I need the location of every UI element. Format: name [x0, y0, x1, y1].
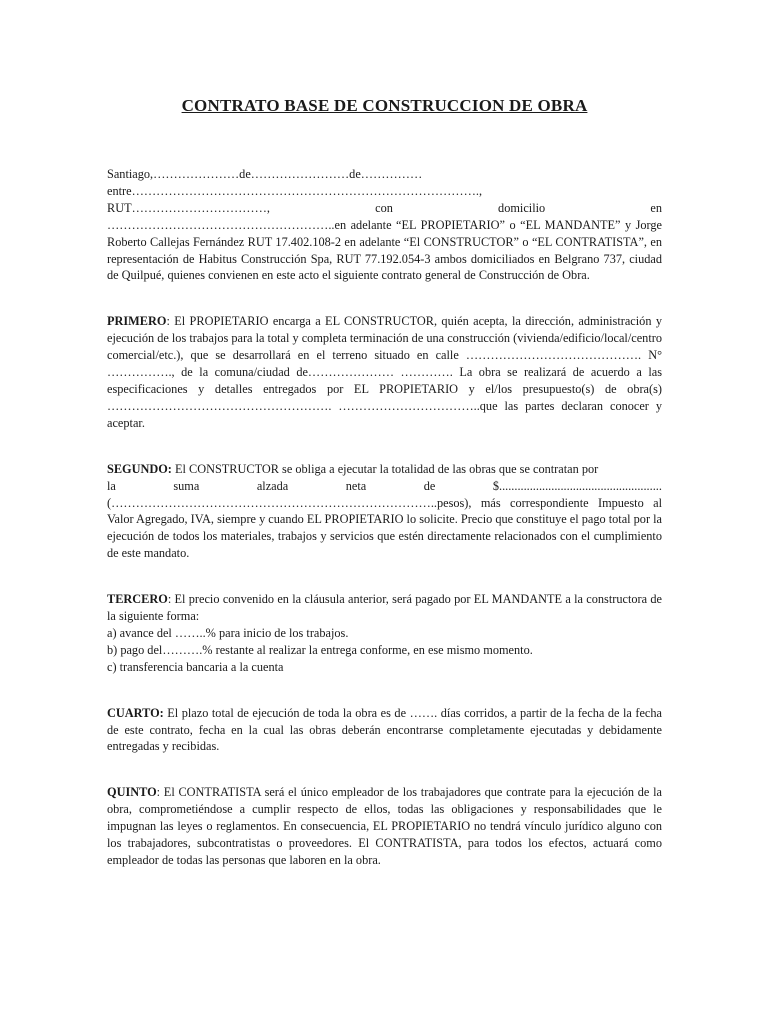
intro-section: [107, 166, 662, 284]
intro-parties-line: entre………………………………………………………………………….,: [107, 183, 483, 198]
clause-segundo-heading: SEGUNDO:: [107, 461, 172, 476]
intro-rut: RUT……………………………,: [107, 200, 270, 215]
clause-quinto-heading: QUINTO: [107, 785, 157, 800]
clause-primero: [107, 313, 662, 431]
clause-tercero-heading: TERCERO: [107, 592, 168, 607]
clause-primero-heading: PRIMERO: [107, 314, 167, 329]
amount-word-de: de: [423, 478, 436, 493]
amount-word-la: la: [107, 478, 116, 493]
clause-segundo-text-1: El CONSTRUCTOR se obliga a ejecutar la totalidad de las obras que se contratan por: [171, 461, 599, 476]
clause-cuarto-text: El plazo total de ejecución de toda la obra es de ……. días corridos, a partir de la fecha de la fecha de este contrato, fecha en la cual las obras deberán encontrarse completamente ejecutadas y debidamente entregadas y recibidas.: [107, 705, 662, 754]
clause-tercero-text: : El precio convenido en la cláusula anterior, será pagado por EL MANDANTE a la constructora de la siguiente forma:: [107, 592, 662, 624]
intro-rut-line: [107, 200, 662, 217]
clause-primero-text: : El PROPIETARIO encarga a EL CONSTRUCTOR, quién acepta, la dirección, administración y ejecución de los trabajos para la total y completa terminación de una construcción (vivienda/edificio/local/centro comercial/etc.), que se desarrollará en el terreno situado en calle ……………………………………. N° ……………., de la comuna/ciudad de………………… …………. La obra se realizará de acuerdo a las especificaciones y detalles entregados por EL PROPIETARIO y el/los presupuesto(s) de obra(s) ………………………………………………. ……………………………..que las partes declaran conocer y aceptar.: [107, 314, 662, 430]
clause-segundo-amount-line: [107, 478, 662, 495]
clause-segundo-text-2: (……………………………………………………………………..pesos), más correspondiente Impuesto al Valor Agregado, IVA, siempre y cuando EL PROPIETARIO lo solicite. Precio que constituye el pago total por la ejecución de todos los materiales, trabajos y servicios que estén directamente relacionados con el cumplimiento de este mandato.: [107, 495, 662, 561]
payment-item: c) transferencia bancaria a la cuenta: [107, 659, 284, 674]
intro-word-domicilio: domicilio: [498, 200, 546, 215]
payment-item: b) pago del……….% restante al realizar la entrega conforme, en ese mismo momento.: [107, 642, 533, 657]
amount-word-neta: neta: [345, 478, 367, 493]
intro-body: ………………………………………………..en adelante “EL PROPIETARIO” o “EL MANDANTE” y Jorge Roberto Callejas Fernández RUT 17.402.108-2 en adelante “El CONSTRUCTOR” o “EL CONTRATISTA”, en representación de Habitus Construcción Spa, RUT 77.192.054-3 ambos domiciliados en Belgrano 737, ciudad de Quilpué, quienes convienen en este acto el siguiente contrato general de Construcción de Obra.: [107, 217, 662, 283]
amount-blank: $.....................................................: [492, 478, 662, 493]
amount-word-suma: suma: [173, 478, 200, 493]
clause-cuarto-heading: CUARTO:: [107, 705, 164, 720]
amount-word-alzada: alzada: [256, 478, 289, 493]
clause-cuarto: [107, 705, 662, 756]
intro-word-con: con: [375, 200, 393, 215]
document-page: [107, 96, 662, 898]
clause-quinto: [107, 784, 662, 869]
page-title: CONTRATO BASE DE CONSTRUCCION DE OBRA: [181, 96, 588, 115]
intro-date-line: Santiago,…………………de……………………de……………: [107, 167, 423, 181]
clause-tercero: [107, 591, 662, 676]
payment-item: a) avance del ……..% para inicio de los trabajos.: [107, 625, 349, 640]
intro-word-en: en: [650, 200, 662, 215]
clause-quinto-text: : El CONTRATISTA será el único empleador de los trabajadores que contrate para la ejecución de la obra, comprometiéndose a cumplir respecto de ellos, todas las obligaciones y responsabilidades que le impugnan las leyes o reglamentos. En consecuencia, EL PROPIETARIO no tendrá vínculo jurídico alguno con los trabajadores, subcontratistas o proveedores. El CONTRATISTA, para todos los efectos, actuará como empleador de todas las personas que laboren en la obra.: [107, 785, 662, 867]
clause-segundo: [107, 461, 662, 562]
